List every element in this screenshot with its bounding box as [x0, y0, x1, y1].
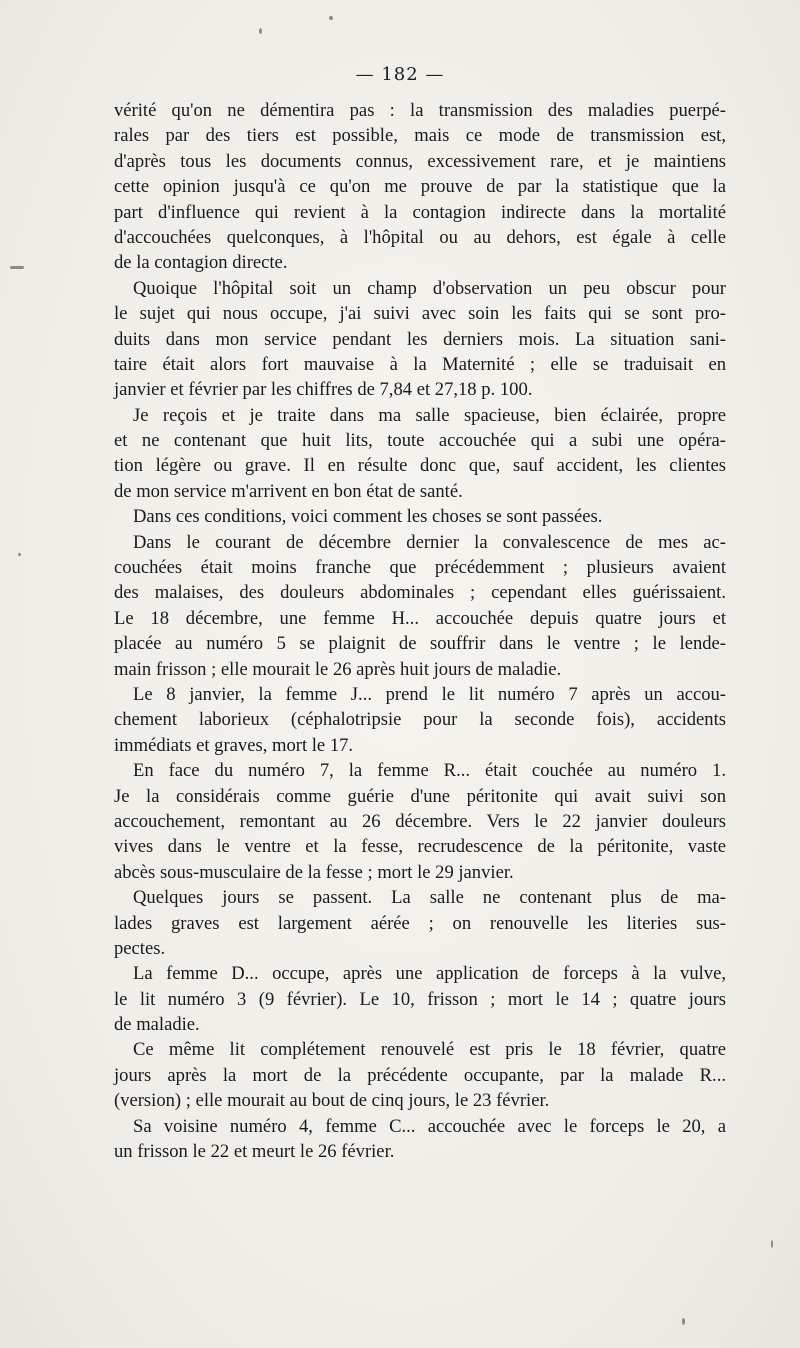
text-line: rales par des tiers est possible, mais ce mode de transmission est,	[114, 125, 726, 147]
text-line: de maladie.	[114, 1014, 200, 1036]
paragraph	[114, 504, 726, 529]
text-line: et ne contenant que huit lits, toute accouchée qui a subi une opéra-	[114, 430, 726, 452]
paragraph	[114, 961, 726, 1037]
text-line: vives dans le ventre et la fesse, recrudescence de la péritonite, vaste	[114, 836, 726, 858]
scan-speck	[329, 16, 333, 20]
text-line: cette opinion jusqu'à ce qu'on me prouve de par la statistique que la	[114, 176, 726, 198]
scan-speck	[682, 1318, 685, 1325]
text-line: de la contagion directe.	[114, 252, 288, 274]
text-line: le sujet qui nous occupe, j'ai suivi avec soin les faits qui se sont pro-	[114, 303, 726, 325]
text-line: Quelques jours se passent. La salle ne contenant plus de ma-	[133, 887, 726, 909]
paragraph	[114, 1114, 726, 1165]
text-line: placée au numéro 5 se plaignit de souffrir dans le ventre ; le lende-	[114, 633, 726, 655]
text-line: chement laborieux (céphalotripsie pour la seconde fois), accidents	[114, 709, 726, 731]
text-line: abcès sous-musculaire de la fesse ; mort le 29 janvier.	[114, 861, 514, 883]
text-line: un frisson le 22 et meurt le 26 février.	[114, 1141, 395, 1163]
text-line: main frisson ; elle mourait le 26 après huit jours de maladie.	[114, 658, 562, 680]
text-line: jours après la mort de la précédente occupante, par la malade R...	[114, 1064, 726, 1086]
text-line: tion légère ou grave. Il en résulte donc que, sauf accident, les clientes	[114, 455, 726, 477]
text-line: vérité qu'on ne démentira pas : la transmission des maladies puerpé-	[114, 100, 726, 121]
text-line: La femme D... occupe, après une application de forceps à la vulve,	[133, 963, 726, 985]
text-line: Le 8 janvier, la femme J... prend le lit numéro 7 après un accou-	[133, 683, 726, 705]
text-line: des malaises, des douleurs abdominales ; cependant elles guérissaient.	[114, 582, 726, 604]
text-line: duits dans mon service pendant les derniers mois. La situation sani-	[114, 328, 726, 350]
text-line: pectes.	[114, 937, 166, 959]
body-text	[114, 98, 726, 1164]
text-line: Je la considérais comme guérie d'une péritonite qui avait suivi son	[114, 785, 726, 807]
text-line: le lit numéro 3 (9 février). Le 10, frisson ; mort le 14 ; quatre jours	[114, 988, 726, 1010]
text-line: couchées était moins franche que précédemment ; plusieurs avaient	[114, 557, 726, 579]
paragraph	[114, 276, 726, 403]
text-line: d'après tous les documents connus, excessivement rare, et je maintiens	[114, 150, 726, 172]
text-line: Dans ces conditions, voici comment les choses se sont passées.	[133, 506, 603, 528]
paragraph	[114, 758, 726, 885]
text-line: Le 18 décembre, une femme H... accouchée depuis quatre jours et	[114, 607, 726, 629]
scan-speck	[18, 553, 21, 556]
paragraph	[114, 530, 726, 682]
text-line: lades graves est largement aérée ; on renouvelle les literies sus-	[114, 912, 726, 934]
text-line: taire était alors fort mauvaise à la Maternité ; elle se traduisait en	[114, 353, 726, 375]
text-line: janvier et février par les chiffres de 7,84 et 27,18 p. 100.	[114, 379, 533, 401]
scan-speck	[259, 28, 262, 34]
text-line: Ce même lit complétement renouvelé est pris le 18 février, quatre	[133, 1039, 726, 1061]
text-line: d'accouchées quelconques, à l'hôpital ou au dehors, est égale à celle	[114, 226, 726, 248]
scan-speck	[10, 266, 24, 269]
text-line: Quoique l'hôpital soit un champ d'observation un peu obscur pour	[133, 277, 726, 299]
text-line: accouchement, remontant au 26 décembre. Vers le 22 janvier douleurs	[114, 810, 726, 832]
paragraph	[114, 403, 726, 505]
paragraph	[114, 98, 726, 276]
text-line: (version) ; elle mourait au bout de cinq jours, le 23 février.	[114, 1090, 550, 1112]
text-line: part d'influence qui revient à la contagion indirecte dans la mortalité	[114, 201, 726, 223]
paragraph	[114, 885, 726, 961]
text-line: immédiats et graves, mort le 17.	[114, 734, 354, 756]
text-line: Dans le courant de décembre dernier la convalescence de mes ac-	[133, 531, 726, 553]
text-line: de mon service m'arrivent en bon état de santé.	[114, 480, 463, 502]
text-line: Sa voisine numéro 4, femme C... accouchée avec le forceps le 20, a	[133, 1115, 726, 1137]
text-line: En face du numéro 7, la femme R... était couchée au numéro 1.	[133, 760, 726, 782]
text-line: Je reçois et je traite dans ma salle spacieuse, bien éclairée, propre	[133, 404, 726, 426]
page-number: — 182 —	[355, 64, 445, 85]
scan-speck	[771, 1240, 773, 1248]
paragraph	[114, 682, 726, 758]
paragraph	[114, 1037, 726, 1113]
